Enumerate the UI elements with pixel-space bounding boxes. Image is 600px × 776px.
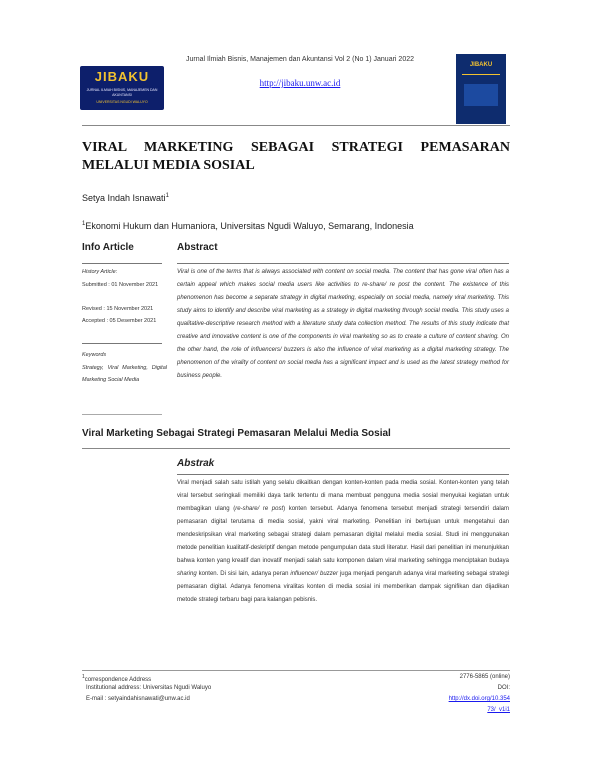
info-article-heading: Info Article bbox=[82, 242, 134, 253]
author bbox=[82, 193, 169, 203]
indonesian-title: Viral Marketing Sebagai Strategi Pemasaran Melalui Media Sosial bbox=[82, 428, 391, 439]
logo-university: UNIVERSITAS NGUDI WALUYO bbox=[96, 100, 148, 104]
logo-title: JIBAKU bbox=[94, 69, 150, 84]
abstract-rule bbox=[177, 263, 509, 264]
affiliation-mark: 1 bbox=[82, 221, 86, 227]
header-divider bbox=[82, 125, 510, 126]
revised-date: Revised : 15 November 2021 bbox=[82, 306, 154, 312]
institution-address: Institutional address: Universitas Ngudi Waluyo bbox=[86, 685, 212, 691]
author-name: Setya Indah Isnawati bbox=[82, 193, 166, 203]
footnote-mark: 1 bbox=[82, 674, 85, 680]
submitted-date: Submitted : 01 November 2021 bbox=[82, 282, 159, 288]
abstrak-italic-2: sharing bbox=[177, 571, 197, 577]
jibaku-logo bbox=[80, 66, 164, 110]
logo-subtitle: JURNAL ILMIAH BISNIS, MANAJEMEN DAN AKUNTANSI bbox=[86, 88, 158, 97]
cover-rule bbox=[462, 74, 500, 75]
doi-link-line2[interactable]: 73/_v1i1 bbox=[487, 707, 510, 713]
abstract-text: Viral is one of the terms that is always associated with content on social media. The content that has gone viral often has a certain appeal which makes social media users like activities to re-share/ re post the content. The existence of this phenomenon has become a separate strategy in digital marketing, especially on social media, namely viral marketing. This study aims to identify and describe viral marketing as a strategy in digital marketing through social media. This study uses a qualitative-descriptive research method with a literature study data collection method. The results of this study indicate that creative and innovative content is one of the components in viral marketing so as to create a culture of content sharing. On the other hand, the role of influencers/ buzzers is also the influence of viral marketing as a digital marketing strategy. The phenomenon of the virality of content on social media has a significant impact and is used as the latest strategy method for business people. bbox=[177, 269, 509, 379]
abstrak-part-3: konten. Di sisi lain, adanya peran bbox=[196, 571, 291, 577]
abstrak-part-2: ) konten tersebut. Adanya fenomena tersebut menjadi strategi tersendiri dalam pemasaran digital terutama di media sosial, yakni viral marketing. Penelitian ini bertujuan untuk mengetahui dan mendeskripsikan viral marketing sebagai strategi dalam pemasaran digital melalui media sosial. Studi ini menggunakan metode penelitian kualitatif-deskriptif dengan metode pengumpulan data studi literatur. Hasil dari penelitian ini menunjukkan bahwa konten yang kreatif dan inovatif menjadi salah satu komponen dalam viral marketing sehingga menciptakan budaya bbox=[177, 506, 509, 564]
affiliation-text: Ekonomi Hukum dan Humaniora, Universitas Ngudi Waluyo, Semarang, Indonesia bbox=[85, 221, 414, 231]
correspondence-label: correspondence Address bbox=[84, 677, 152, 683]
abstrak-heading: Abstrak bbox=[177, 458, 215, 469]
email-address[interactable]: E-mail : setyaindahisnawati@unw.ac.id bbox=[86, 696, 190, 702]
info-rule bbox=[82, 263, 162, 264]
history-label: History Article: bbox=[82, 269, 118, 275]
article-title-line1: VIRAL MARKETING SEBAGAI STRATEGI PEMASARAN bbox=[82, 140, 510, 155]
abstrak-part-1: Viral menjadi salah satu istilah yang selalu dikaitkan dengan konten-konten pada media sosial. Konten-konten yang telah viral tersebut seringkali memiliki daya tarik tertentu di mana membuat pengguna media sosial menyukai kegiatan untuk membagikan ulang ( bbox=[177, 480, 509, 512]
keywords-label: Keywords bbox=[82, 352, 107, 358]
indonesian-divider bbox=[82, 448, 510, 449]
keywords-list: Strategy, Viral Marketing, Digital Marketing Social Media bbox=[82, 365, 167, 383]
issn: 2776-5865 (online) bbox=[459, 674, 510, 680]
info-bottom-rule bbox=[82, 414, 162, 415]
affiliation bbox=[82, 221, 414, 231]
article-title-line2: MELALUI MEDIA SOSIAL bbox=[82, 158, 255, 173]
doi-label: DOI: bbox=[497, 685, 510, 691]
accepted-date: Accepted : 05 Desember 2021 bbox=[82, 318, 157, 324]
abstrak-part-4: juga menjadi pengaruh adanya viral marketing sebagai strategi pemasaran digital. Adanya fenomena viralitas konten di media sosial ini memberikan dampak signifikan dan dijadikan metode strategi terbaru bagi para kalangan pebisnis. bbox=[177, 571, 509, 603]
footer-rule bbox=[82, 670, 510, 671]
abstract-heading: Abstract bbox=[177, 242, 218, 253]
abstrak-italic-3: influencer/ buzzer bbox=[290, 571, 338, 577]
abstrak-text bbox=[177, 477, 509, 607]
cover-title: JIBAKU bbox=[469, 62, 493, 68]
doi-link-line1[interactable]: http://dx.doi.org/10.354 bbox=[448, 696, 510, 702]
journal-cover-image bbox=[456, 54, 506, 124]
keywords-rule bbox=[82, 343, 162, 344]
journal-info: Jurnal Ilmiah Bisnis, Manajemen dan Akuntansi Vol 2 (No 1) Januari 2022 bbox=[185, 56, 415, 63]
abstrak-rule bbox=[177, 474, 509, 475]
journal-url-link[interactable]: http://jibaku.unw.ac.id bbox=[259, 78, 341, 88]
author-mark: 1 bbox=[165, 193, 169, 199]
cover-graphic bbox=[464, 84, 498, 106]
abstrak-italic-1: re-share/ re post bbox=[235, 506, 284, 512]
